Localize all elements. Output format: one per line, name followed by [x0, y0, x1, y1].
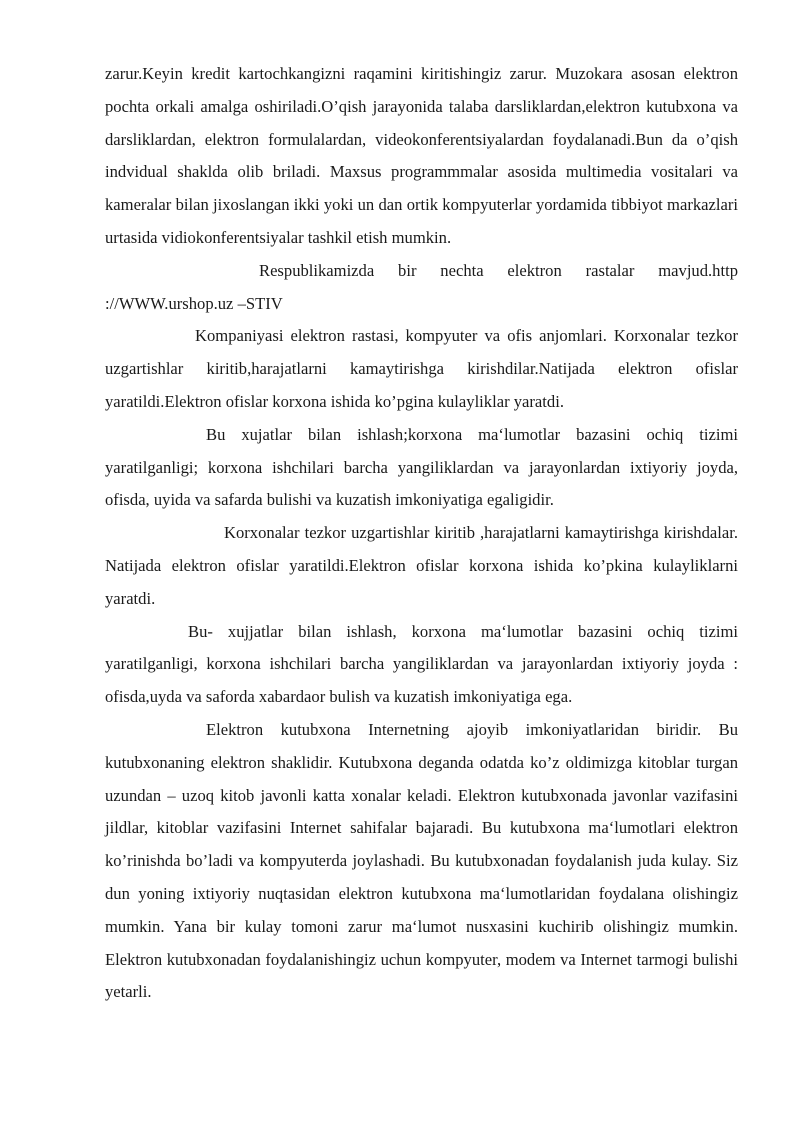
- paragraph-office-benefits-repeat: Bu- xujjatlar bilan ishlash, korxona ma‘lumotlar bazasini ochiq tizimi yaratilganligi, korxona ishchilari barcha yangiliklardan va jarayonlardan ixtiyoriy joyda : ofisda,uyda va saforda xabardaor bulish va kuzatish imkoniyatiga ega.: [105, 621, 738, 707]
- paragraph-electronic-offices-repeat: Korxonalar tezkor uzgartishlar kiritib ,harajatlarni kamaytirishga kirishdalar. Natijada elektron ofislar yaratildi.Elektron ofislar korxona ishida ko’pkina kulayliklarni yaratdi.: [105, 523, 738, 608]
- paragraph-electronic-offices: Kompaniyasi elektron rastasi, kompyuter va ofis anjomlari. Korxonalar tezkor uzgartishlar kiritib,harajatlarni kamaytirishga kirishdilar.Natijada elektron ofislar yaratildi.Elektron ofislar korxona ishida ko’pgina kulayliklar yaratdi.: [105, 326, 738, 411]
- paragraph-office-benefits: Bu xujatlar bilan ishlash;korxona ma‘lumotlar bazasini ochiq tizimi yaratilganligi; korxona ishchilari barcha yangiliklardan va jarayonlardan ixtiyoriy joyda, ofisda, uyida va safarda bulishi va kuzatish imkoniyatiga egaligidir.: [105, 424, 738, 510]
- paragraph-electronic-stores: Respublikamizda bir nechta elektron rastalar mavjud.http ://WWW.urshop.uz –STIV: [105, 260, 738, 313]
- paragraph-electronic-library: Elektron kutubxona Internetning ajoyib imkoniyatlaridan biridir. Bu kutubxonaning elektron shaklidir. Kutubxona deganda odatda ko’z oldimizga kitoblar turgan uzundan – uzoq kitob javonli katta xonalar keladi. Elektron kutubxonada javonlar vazifasini jildlar, kitoblar vazifasini Internet sahifalar bajaradi. Bu kutubxona ma‘lumotlari elektron ko’rinishda bo’ladi va kompyuterda joylashadi. Bu kutubxonadan foydalanish juda kulay. Siz dun yoning ixtiyoriy nuqtasidan elektron kutubxona ma‘lumotlaridan foydalana olishingiz mumkin. Yana bir kulay tomoni zarur ma‘lumot nusxasini kuchirib olishingiz mumkin. Elektron kutubxonadan foydalanishingiz uchun kompyuter, modem va Internet tarmogi bulishi yetarli.: [105, 719, 738, 1002]
- document-page: [105, 58, 738, 1009]
- paragraph-payment-and-video-conferencing: zarur.Keyin kredit kartochkangizni raqamini kiritishingiz zarur. Muzokara asosan elektron pochta orkali amalga oshiriladi.O’qish jarayonida talaba darsliklardan,elektron kutubxona va darsliklardan, elektron formulalardan, videokonferentsiyalardan foydalanadi.Bun da o’qish indvidual shaklda olib briladi. Maxsus programmmalar asosida multimedia vositalari va kameralar bilan jixoslangan ikki yoki un dan ortik kompyuterlar yordamida tibbiyot markazlari urtasida vidiokonferentsiyalar tashkil etish mumkin.: [105, 64, 738, 247]
